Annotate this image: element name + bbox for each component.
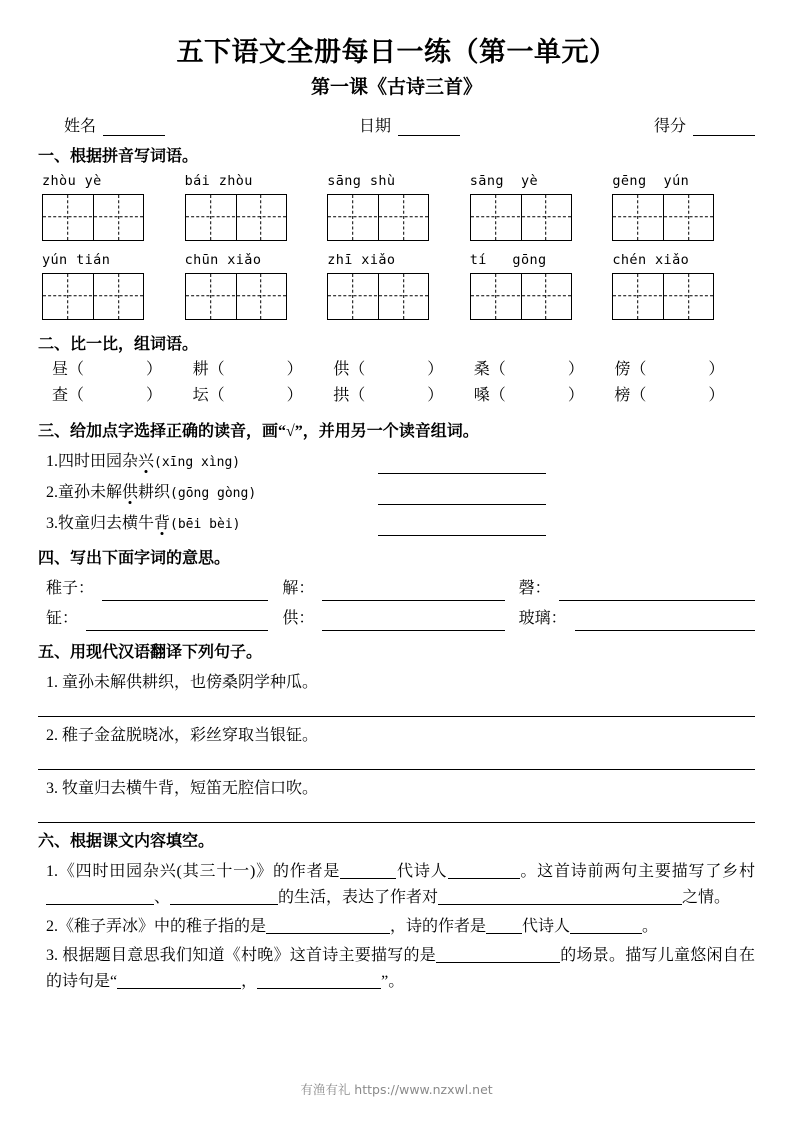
tianzige-cell[interactable] [471,274,521,319]
compare-item[interactable]: 桑（ ） [473,361,584,379]
fill-text: ， [241,973,258,990]
tianzige-cell[interactable] [471,195,521,240]
meaning-answer-line[interactable] [322,587,504,601]
meaning-label: 解： [282,579,315,597]
answer-line[interactable] [378,491,546,505]
pinyin-options[interactable]: (xīng xìng) [154,455,241,471]
meaning-item [46,577,282,601]
fill-blank[interactable] [266,919,390,934]
pinyin-options[interactable]: (gōng gòng) [170,486,257,502]
tianzige-cell[interactable] [613,195,663,240]
pinyin-label: bái zhòu [184,172,253,189]
compare-item[interactable]: 拱（ ） [333,387,444,405]
meaning-label: 钲： [46,609,79,627]
tianzige-cell[interactable] [43,195,93,240]
compare-char: 傍 [614,361,631,379]
translate-question: 3. 牧童归去横牛背，短笛无腔信口吹。 [46,779,319,797]
translate-answer-line[interactable] [38,769,755,770]
tianzige-cell[interactable] [93,274,143,319]
translate-answer-line[interactable] [38,822,755,823]
compare-char: 昼 [52,361,69,379]
fill-blank[interactable] [170,890,278,905]
section-4-heading: 四、写出下面字词的意思。 [38,550,231,568]
fill-text: 、 [154,889,171,907]
tianzige-box[interactable] [327,273,429,320]
meaning-answer-line[interactable] [86,617,268,631]
pinyin-label: chén xiǎo [612,251,690,268]
tianzige-box[interactable] [327,194,429,241]
fill-blank[interactable] [117,974,241,989]
date-label: 日期 [358,118,391,136]
answer-line[interactable] [378,522,546,536]
meaning-answer-line[interactable] [575,617,755,631]
compare-item[interactable]: 嗓（ ） [473,387,584,405]
meaning-item [519,577,755,601]
compare-item[interactable]: 供（ ） [333,361,444,379]
pronunciation-question [46,481,378,505]
fill-text: 。这首诗前两句主要描写了乡村 [519,863,755,881]
compare-char: 查 [52,387,69,405]
fill-blank[interactable] [340,864,396,879]
question-text-after: 耕织 [138,484,171,502]
pinyin-cell [42,252,185,320]
section-2-heading: 二、比一比，组词语。 [38,335,199,353]
fill-text: 的场景。描写儿童悠闲自在的诗句是“ [46,947,755,990]
tianzige-cell[interactable] [378,274,428,319]
tianzige-box[interactable] [612,273,714,320]
compare-char: 榜 [614,387,631,405]
compare-row-1 [38,358,755,383]
compare-char: 拱 [333,387,350,405]
pronunciation-question [46,450,378,474]
tianzige-cell[interactable] [663,195,713,240]
compare-row-2 [38,384,755,409]
meaning-item [282,607,518,631]
tianzige-cell[interactable] [378,195,428,240]
tianzige-box[interactable] [612,194,714,241]
pinyin-label: tí gōng [469,251,547,268]
meaning-answer-line[interactable] [322,617,504,631]
section-1-heading: 一、根据拼音写词语。 [38,148,199,166]
tianzige-box[interactable] [42,194,144,241]
pinyin-cell [612,173,755,241]
pinyin-cell [612,252,755,320]
compare-char: 供 [333,361,350,379]
pinyin-label: yún tián [42,251,111,268]
tianzige-cell[interactable] [186,274,236,319]
date-input-blank[interactable] [398,121,460,136]
question-text: 牧童归去横牛 [58,515,155,533]
tianzige-cell[interactable] [236,274,286,319]
compare-char: 嗓 [473,387,490,405]
fill-question-1 [38,859,755,911]
fill-text: 的生活，表达了作者对 [278,889,439,907]
student-info-row [38,113,755,136]
fill-text: 之情。 [682,889,731,907]
pinyin-cell [470,173,613,241]
tianzige-cell[interactable] [521,195,571,240]
question-text: 童孙未解 [58,484,123,502]
fill-text: 代诗人 [522,918,571,936]
meaning-row-2 [38,607,755,631]
tianzige-box[interactable] [185,273,287,320]
tianzige-cell[interactable] [663,274,713,319]
pronunciation-item [38,481,755,505]
meaning-row-1 [38,577,755,601]
fill-blank[interactable] [486,919,522,934]
tianzige-box[interactable] [470,194,572,241]
tianzige-cell[interactable] [613,274,663,319]
tianzige-cell[interactable] [93,195,143,240]
compare-item[interactable]: 耕（ ） [192,361,303,379]
date-field-group [359,113,460,136]
pronunciation-item [38,512,755,536]
meaning-label: 稚子： [46,579,95,597]
compare-char: 耕 [192,361,209,379]
compare-item[interactable]: 榜（ ） [614,387,725,405]
compare-item[interactable]: 坛（ ） [192,387,303,405]
fill-blank[interactable] [257,974,381,989]
fill-text: 2.《稚子弄冰》中的稚子指的是 [46,918,267,936]
section-6-heading: 六、根据课文内容填空。 [38,832,215,850]
compare-char: 坛 [192,387,209,405]
meaning-answer-line[interactable] [559,587,755,601]
tianzige-cell[interactable] [328,195,378,240]
meaning-label: 供： [282,609,315,627]
compare-item[interactable]: 傍（ ） [614,361,725,379]
pinyin-label: sāng yè [469,172,539,189]
tianzige-box[interactable] [42,273,144,320]
fill-blank[interactable] [438,890,574,905]
fill-text: ”。 [381,973,405,990]
meaning-answer-line[interactable] [102,587,268,601]
pronunciation-item [38,450,755,474]
pinyin-row-2 [38,252,755,320]
score-input-blank[interactable] [693,121,755,136]
fill-text: 。 [642,918,659,936]
meaning-label: 磬： [518,579,551,597]
tianzige-cell[interactable] [186,195,236,240]
pinyin-cell [470,252,613,320]
tianzige-cell[interactable] [43,274,93,319]
section-5-heading: 五、用现代汉语翻译下列句子。 [38,643,263,661]
fill-text: 3. 根据题目意思我们知道《村晚》这首诗主要描写的是 [46,947,436,965]
fill-blank[interactable] [448,864,520,879]
fill-text: 代诗人 [396,863,448,881]
translate-answer-line[interactable] [38,716,755,717]
fill-text: 1.《四时田园杂兴(其三十一)》的作者是 [46,863,341,881]
tianzige-cell[interactable] [328,274,378,319]
meaning-item [519,607,755,631]
item-number: 1. [46,453,58,471]
pinyin-cell [327,252,470,320]
pinyin-options[interactable]: (bēi bèi) [170,517,241,533]
fill-question-3 [38,943,755,995]
item-number: 2. [46,484,58,502]
page-subtitle: 第一课《古诗三首》 [310,76,482,98]
pinyin-label: chūn xiǎo [184,251,262,268]
fill-text: ，诗的作者是 [390,918,487,936]
tianzige-box[interactable] [470,273,572,320]
fill-blank[interactable] [46,890,154,905]
pinyin-label: sāng shù [327,172,396,189]
fill-blank[interactable] [436,948,560,963]
translate-question: 2. 稚子金盆脱晓冰，彩丝穿取当银钲。 [46,726,319,744]
pinyin-cell [42,173,185,241]
compare-item[interactable]: 昼（ ） [52,361,163,379]
question-text: 四时田园杂 [58,453,139,471]
dotted-char: 供 [122,484,139,502]
compare-char: 桑 [473,361,490,379]
pinyin-cell [185,252,328,320]
pinyin-label: zhī xiǎo [327,251,396,268]
pinyin-row-1 [38,173,755,241]
item-number: 3. [46,515,58,533]
name-field-group [64,113,165,136]
score-field-group [654,113,755,136]
tianzige-cell[interactable] [236,195,286,240]
tianzige-cell[interactable] [521,274,571,319]
tianzige-box[interactable] [185,194,287,241]
meaning-item [282,577,518,601]
dotted-char: 兴 [138,453,155,471]
pinyin-label: zhòu yè [42,172,102,189]
page-title: 五下语文全册每日一练（第一单元） [176,37,617,67]
fill-blank[interactable] [574,890,682,905]
pinyin-cell [185,173,328,241]
name-input-blank[interactable] [103,121,165,136]
meaning-item [46,607,282,631]
meaning-label: 玻璃： [518,609,567,627]
dotted-char: 背 [154,515,171,533]
translate-question: 1. 童孙未解供耕织，也傍桑阴学种瓜。 [46,673,319,691]
pinyin-cell [327,173,470,241]
section-3-heading: 三、给加点字选择正确的读音，画“√”，并用另一个读音组词。 [38,422,479,440]
footer-watermark: 有渔有礼 https://www.nzxwl.net [300,1082,493,1097]
name-label: 姓名 [64,118,97,136]
pinyin-label: gēng yún [612,172,690,189]
answer-line[interactable] [378,460,546,474]
fill-question-2 [38,914,755,940]
pronunciation-question [46,512,378,536]
fill-blank[interactable] [570,919,642,934]
score-label: 得分 [653,118,686,136]
compare-item[interactable]: 查（ ） [52,387,163,405]
